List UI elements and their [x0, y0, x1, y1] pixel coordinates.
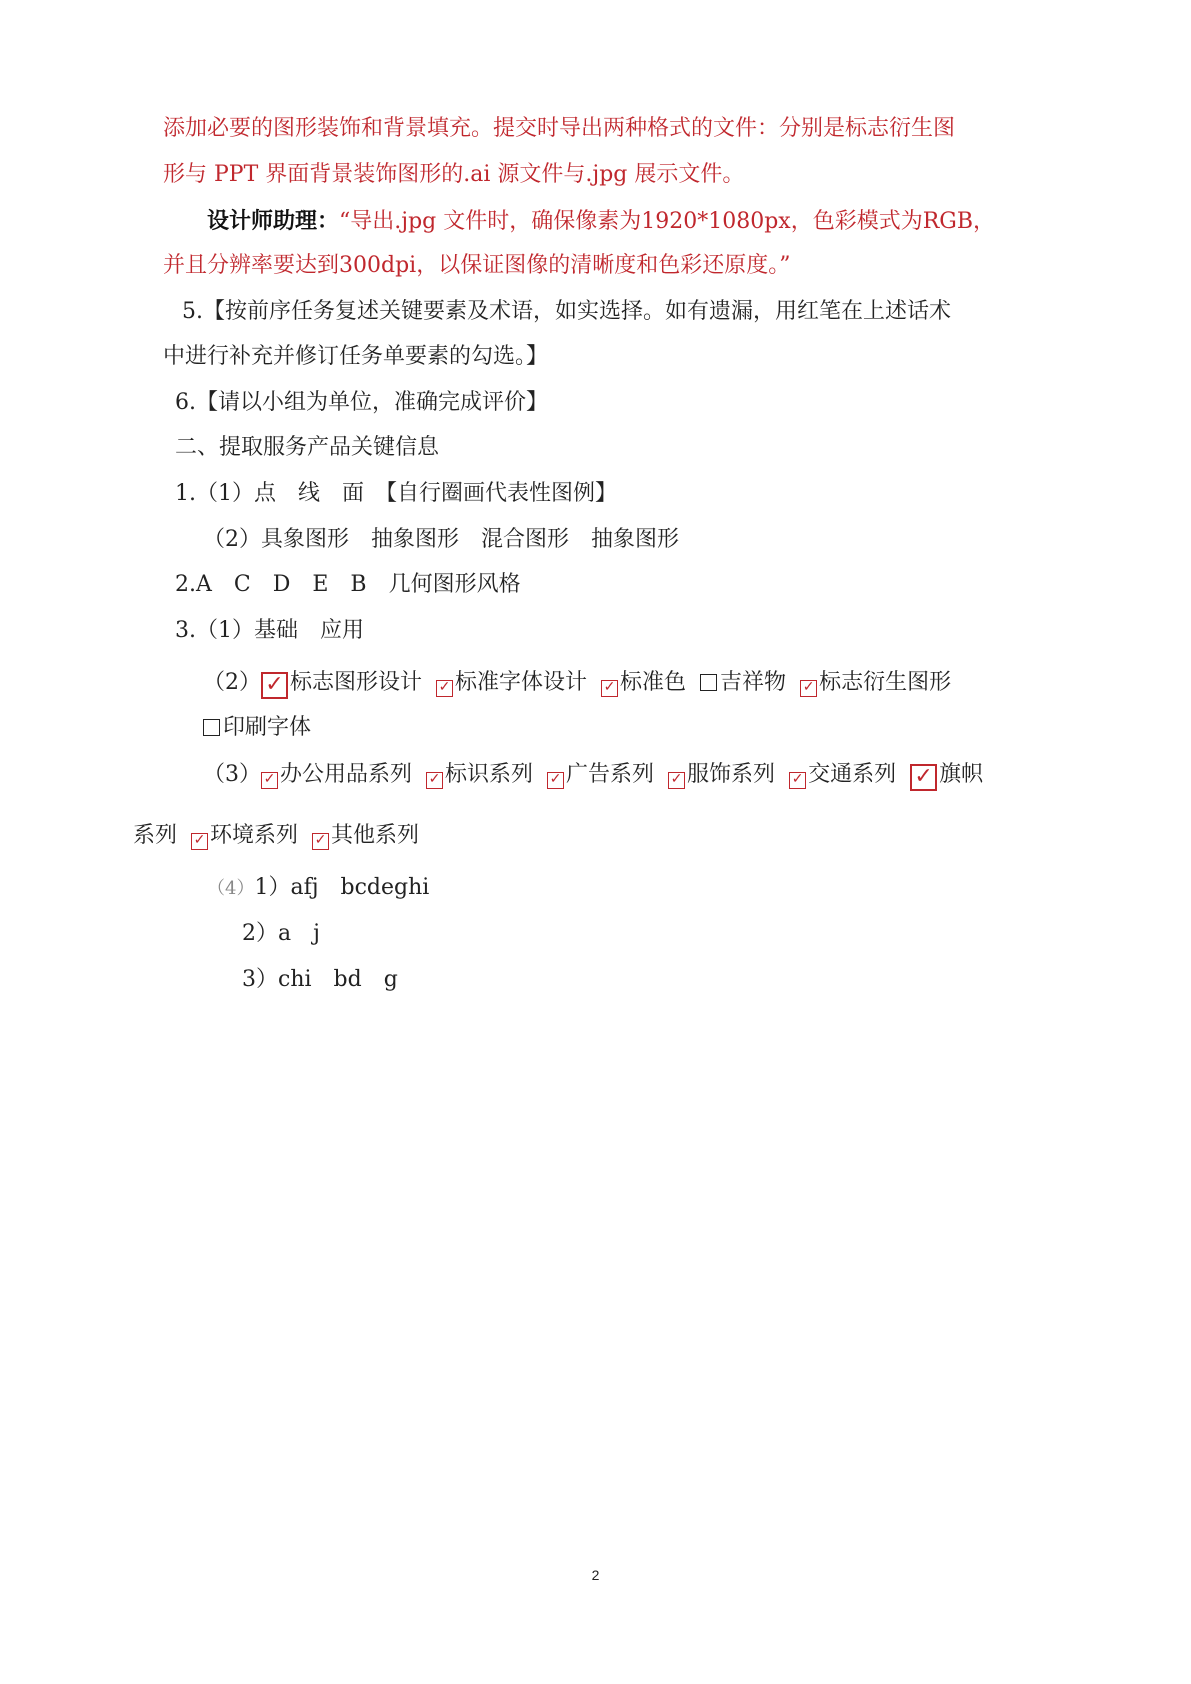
q3-line-c: [203, 760, 983, 791]
item5-line1: 5.【按前序任务复述关键要素及术语，如实选择。如有遗漏，用红笔在上述话术: [182, 299, 951, 324]
q3-b-item: 标准字体设计: [455, 670, 588, 695]
q3-b-item: 标志图形设计: [290, 670, 423, 695]
q3-c-item: 其他系列: [331, 823, 420, 848]
q4-line-3: 3）chi bd g: [242, 967, 398, 992]
q3-b-prefix: （2）: [203, 670, 261, 695]
check-icon[interactable]: ✓: [191, 833, 208, 850]
check-icon[interactable]: ✓: [426, 772, 443, 789]
q1-line-b: （2）具象图形 抽象图形 混合图形 抽象图形: [203, 527, 679, 552]
q3-c-item: 交通系列: [808, 762, 897, 787]
item6: 6.【请以小组为单位，准确完成评价】: [175, 390, 548, 415]
q4-line-2: 2）a j: [242, 921, 320, 946]
q4-prefix: （4）: [207, 878, 255, 899]
q3-line-a: 3.（1）基础 应用: [175, 618, 364, 643]
q3-line-b: [203, 668, 951, 699]
q4-l1: 1）afj bcdeghi: [254, 875, 430, 900]
empty-checkbox-icon[interactable]: [700, 674, 717, 691]
para1-line1: 添加必要的图形装饰和背景填充。提交时导出两种格式的文件：分别是标志衍生图: [163, 116, 956, 141]
q3-b-item: 标志衍生图形: [819, 670, 952, 695]
q3-c-item: 服饰系列: [687, 762, 776, 787]
check-icon[interactable]: ✓: [910, 764, 937, 791]
assistant-line1: [207, 206, 995, 237]
q3-line-c2: [133, 821, 419, 851]
q3-b-item: 吉祥物: [720, 670, 787, 695]
check-icon[interactable]: ✓: [261, 672, 288, 699]
check-icon[interactable]: ✓: [436, 680, 453, 697]
q3-c-item: 环境系列: [210, 823, 299, 848]
check-icon[interactable]: ✓: [789, 772, 806, 789]
q3-c-cont: 系列: [133, 823, 178, 848]
check-icon[interactable]: ✓: [601, 680, 618, 697]
assistant-line2: 并且分辨率要达到300dpi，以保证图像的清晰度和色彩还原度。”: [163, 253, 791, 278]
q3-b-last: 印刷字体: [223, 715, 312, 740]
q3-b-item: 标准色: [620, 670, 687, 695]
assistant-label: 设计师助理：: [207, 208, 340, 234]
q2-line: 2.A C D E B 几何图形风格: [175, 572, 521, 597]
para1-line2: 形与 PPT 界面背景装饰图形的.ai 源文件与.jpg 展示文件。: [163, 162, 745, 187]
q3-c-item: 旗帜: [939, 762, 984, 787]
q4-line-1: [207, 873, 429, 904]
q3-line-b2: [203, 713, 311, 743]
check-icon[interactable]: ✓: [547, 772, 564, 789]
check-icon[interactable]: ✓: [261, 772, 278, 789]
assistant-text-1: “导出.jpg 文件时，确保像素为1920*1080px，色彩模式为RGB，: [339, 209, 996, 234]
section2-heading: 二、提取服务产品关键信息: [175, 435, 440, 460]
empty-checkbox-icon[interactable]: [203, 719, 220, 736]
item5-line2: 中进行补充并修订任务单要素的勾选。】: [163, 344, 549, 369]
check-icon[interactable]: ✓: [800, 680, 817, 697]
page-number: 2: [591, 1567, 600, 1583]
q3-c-item: 办公用品系列: [280, 762, 413, 787]
q1-line-a: 1.（1）点 线 面 【自行圈画代表性图例】: [175, 481, 617, 506]
check-icon[interactable]: ✓: [312, 833, 329, 850]
check-icon[interactable]: ✓: [668, 772, 685, 789]
q3-c-item: 广告系列: [566, 762, 655, 787]
q3-c-prefix: （3）: [203, 762, 261, 787]
q3-c-item: 标识系列: [445, 762, 534, 787]
